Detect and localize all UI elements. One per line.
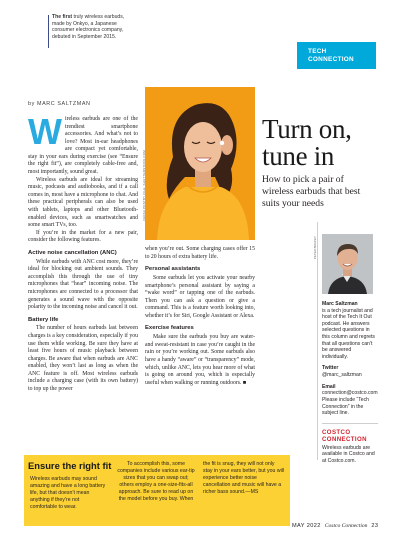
intro-paragraph: [28, 111, 138, 177]
paragraph: If you’re in the market for a new pair, consider the following features.: [28, 229, 138, 244]
paragraph: Make sure the earbuds you buy are water- and sweat-resistant in case you’re caught in the rain or you’re working out. Some earbuds also have a handy “aware” or “transparency” mode, which, unlike ANC, lets you hear more of what is going on around you, which is especially useful when walking or running outdoors. ■: [145, 334, 255, 386]
costco-connection-heading: [322, 423, 378, 443]
email-address[interactable]: connection@costco.com: [322, 390, 378, 397]
hero-photo: [145, 87, 255, 240]
top-note: [52, 14, 132, 40]
top-note-lead: The first: [52, 14, 73, 20]
paragraph: Wireless earbuds are ideal for streaming music, podcasts and audiobooks, and if a call comes in, most have a microphone to chat. And these practical peripherals can also be used with tablets, laptops and other Bluetooth-enabled devices, such as smartwatches and some smart TVs, too.: [28, 176, 138, 229]
costco-heading-line1: COSTCO: [322, 428, 351, 436]
dropcap: W: [28, 111, 62, 152]
byline: by MARC SALTZMAN: [28, 101, 91, 107]
intro-text: ireless earbuds are one of the trendiest smartphone accessories. And what’s not to love? Most in-ear headphones are compact yet comfortable, stay in your ears during exercise (see “Ensure the right fit”), are completely cable-free and, most importantly, sound great.: [28, 116, 138, 176]
author-photo: [322, 234, 373, 294]
bio-photo-credit: PETER BRACEY: [313, 236, 317, 260]
paragraph: The number of hours earbuds last between charges is a key consideration, especially if you use them while working. Be sure they have at least five hours of music playback between charges. Be aware that when earbuds are ANC enabled, they won’t last as long as when the ANC feature is off. Most wireless earbuds include a charging case (with its own battery) to top up the power: [28, 325, 138, 393]
woman-with-earbuds-illustration: [145, 87, 255, 240]
email-label: Email: [322, 383, 336, 390]
sidebar-divider: [317, 222, 318, 460]
headline-line1: Turn on,: [262, 114, 352, 144]
note-accent-bar: [48, 15, 49, 48]
author-bio: [322, 301, 378, 465]
subhead-assistants: Personal assistants: [145, 266, 201, 273]
subhead-exercise: Exercise features: [145, 325, 194, 332]
subhead-battery: Battery life: [28, 316, 59, 323]
folio-magazine: Costco Connection: [324, 523, 368, 529]
page-number: 23: [371, 523, 379, 529]
paragraph: Some earbuds let you activate your nearby smartphone’s personal assistant by saying a “wake word” or tapping one of the earbuds. Then you can ask a question or give a command. This is a feature worth looking into, whether it’s for Siri, Google Assistant or Alexa.: [145, 274, 255, 319]
twitter-handle[interactable]: @marc_saltzman: [322, 372, 362, 379]
paragraph: when you’re out. Some charging cases offer 15 to 20 hours of extra battery life.: [145, 246, 255, 260]
email-note: Please include “Tech Connection” in the subject line.: [322, 396, 370, 417]
paragraph: While earbuds with ANC cost more, they’re ideal for blocking out ambient sounds. They accomplish this through the use of tiny microphones that “hear” incoming noise. The microphones are connected to a processor that generates a sound wave with the opposite polarity to the incoming noise and cancel it out.: [28, 258, 138, 311]
page-folio: [292, 523, 378, 529]
costco-availability-text: Wireless earbuds are available in Costco and at Costco.com.: [322, 444, 375, 464]
costco-heading-line2: CONNECTION: [322, 435, 367, 443]
folio-date: MAY 2022: [292, 523, 321, 529]
article-column-2: [145, 246, 255, 387]
author-description: is a tech journalist and host of the Tech It Out podcast. He answers selected questions in this column and regrets that all questions can’t be answered individually.: [322, 307, 375, 360]
article-column-1: [28, 111, 138, 394]
twitter-label: Twitter: [322, 365, 339, 372]
fit-box-column-1: Wireless earbuds may sound amazing and have a long battery life, but that doesn’t mean anything if they’re not comfortable to wear.: [30, 476, 106, 510]
section-tag-line2: CONNECTION: [308, 56, 354, 63]
photo-credit: FEKSA POSTBY FILE: SHUTTERSTOCK.COM: [142, 150, 146, 221]
deck: How to pick a pair of wireless earbuds that best suits your needs: [262, 174, 361, 209]
fit-box-column-2: To accomplish this, some companies include various ear-tip sizes that you can swap out; others employ a one-size-fits-all approach. Be sure to read up on the model before you buy. When: [117, 461, 195, 502]
author-name: Marc Saltzman: [322, 301, 358, 307]
section-tag: [297, 42, 376, 69]
fit-box-title: Ensure the right fit: [28, 460, 112, 471]
section-tag-line1: TECH: [308, 48, 327, 55]
fit-box-column-3: the fit is snug, they will not only stay in your ears better, but you will experience better noise cancellation and music will have a richer bass sound.—MS: [203, 461, 285, 495]
top-note-text: truly wireless earbuds, made by Onkyo, a Japanese consumer electronics company, debuted in September 2015.: [52, 14, 125, 40]
headline: [262, 116, 352, 170]
author-portrait: [322, 234, 373, 294]
subhead-anc: Active noise cancellation (ANC): [28, 249, 117, 256]
headline-line2: tune in: [262, 141, 335, 171]
